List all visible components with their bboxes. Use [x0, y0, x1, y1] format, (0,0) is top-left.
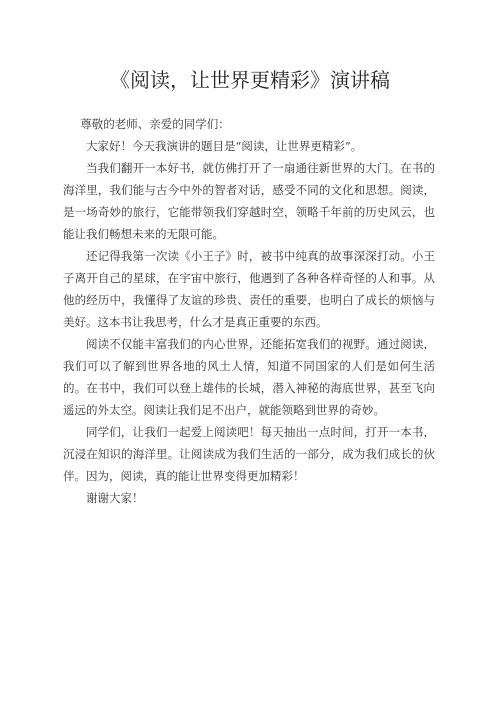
paragraph-opening: 大家好！今天我演讲的题目是“阅读，让世界更精彩”。: [86, 139, 363, 153]
document-body: [63, 113, 435, 509]
paragraph-broaden-horizons: 阅读不仅能丰富我们的内心世界，还能拓宽我们的视野。通过阅读，我们可以了解到世界各地的风土人情，知道不同国家的人们是如何生活的。在书中，我们可以登上雄伟的长城，潜入神秘的海底世界，甚至飞向遥远的外太空。阅读让我们足不出户，就能领略到世界的奇妙。: [63, 337, 435, 417]
paragraph-call-to-action: 同学们，让我们一起爱上阅读吧！每天抽出一点时间，打开一本书，沉浸在知识的海洋里。让阅读成为我们生活的一部分，成为我们成长的伙伴。因为，阅读，真的能让世界变得更加精彩！: [63, 425, 435, 483]
document-title: 《阅读，让世界更精彩》演讲稿: [110, 68, 390, 92]
paragraph-reading-journey: 当我们翻开一本好书，就仿佛打开了一扇通往新世界的大门。在书的海洋里，我们能与古今中外的智者对话，感受不同的文化和思想。阅读，是一场奇妙的旅行，它能带领我们穿越时空，领略千年前的历史风云，也能让我们畅想未来的无限可能。: [63, 161, 435, 241]
paragraph-thanks: 谢谢大家！: [86, 491, 144, 505]
greeting-line: 尊敬的老师、亲爱的同学们：: [80, 117, 230, 131]
paragraph-little-prince: 还记得我第一次读《小王子》时，被书中纯真的故事深深打动。小王子离开自己的星球，在宇宙中旅行，他遇到了各种各样奇怪的人和事。从他的经历中，我懂得了友谊的珍贵、责任的重要，也明白了成长的烦恼与美好。这本书让我思考，什么才是真正重要的东西。: [63, 249, 435, 329]
